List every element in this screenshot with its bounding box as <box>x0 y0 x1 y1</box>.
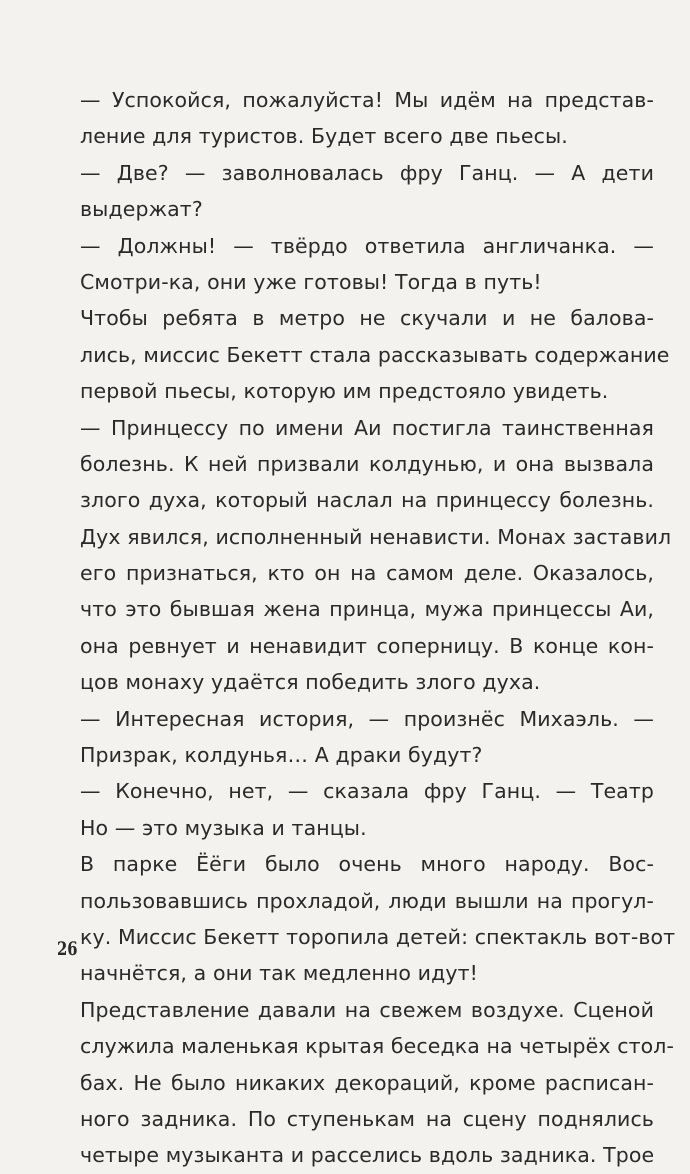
text-line: лись, миссис Бекетт стала рассказывать содержание <box>80 342 670 367</box>
text-line: Дух явился, исполненный ненависти. Монах заставил <box>80 524 672 549</box>
text-line: пользовавшись прохладой, люди вышли на прогул- <box>80 888 654 913</box>
body-text <box>80 82 676 1174</box>
text-line: ление для туристов. Будет всего две пьесы. <box>80 124 568 149</box>
text-line: служила маленькая крытая беседка на четырёх стол- <box>80 1034 674 1059</box>
text-line: болезнь. К ней призвали колдунью, и она вызвала <box>80 451 654 476</box>
text-line: — Две? — заволновалась фру Ганц. — А дети <box>80 160 654 185</box>
page-number: 26 <box>57 938 78 960</box>
text-line: — Интересная история, — произнёс Михаэль. — <box>80 706 654 731</box>
text-line: первой пьесы, которую им предстояло увидеть. <box>80 379 609 404</box>
text-line: Но — это музыка и танцы. <box>80 815 367 840</box>
text-line: Смотри-ка, они уже готовы! Тогда в путь! <box>80 269 542 294</box>
text-line: В парке Ёёги было очень много народу. Вос- <box>80 852 654 877</box>
text-line: ного задника. По ступенькам на сцену поднялись <box>80 1106 654 1131</box>
text-line: Чтобы ребята в метро не скучали и не балова- <box>80 306 654 331</box>
text-line: — Принцессу по имени Аи постигла таинственная <box>80 415 654 440</box>
text-line: его признаться, кто он на самом деле. Оказалось, <box>80 561 654 586</box>
text-line: — Должны! — твёрдо ответила англичанка. — <box>80 233 654 258</box>
text-line: — Конечно, нет, — сказала фру Ганц. — Театр <box>80 779 654 804</box>
text-line: Призрак, колдунья… А драки будут? <box>80 743 483 768</box>
text-line: начнётся, а они так медленно идут! <box>80 961 478 986</box>
text-line: ку. Миссис Бекетт торопила детей: спектакль вот-вот <box>80 924 676 949</box>
text-line: цов монаху удаётся победить злого духа. <box>80 670 541 695</box>
text-line: она ревнует и ненавидит соперницу. В конце кон- <box>80 633 654 658</box>
text-line: Представление давали на свежем воздухе. Сценой <box>80 997 654 1022</box>
text-line: что это бывшая жена принца, мужа принцессы Аи, <box>80 597 654 622</box>
text-line: бах. Не было никаких декораций, кроме расписан- <box>80 1070 654 1095</box>
text-line: четыре музыканта и расселись вдоль задника. Трое <box>80 1143 655 1168</box>
text-line: — Успокойся, пожалуйста! Мы идём на представ- <box>80 88 654 112</box>
text-line: злого духа, который наслал на принцессу болезнь. <box>80 488 654 513</box>
text-line: выдержат? <box>80 197 203 222</box>
